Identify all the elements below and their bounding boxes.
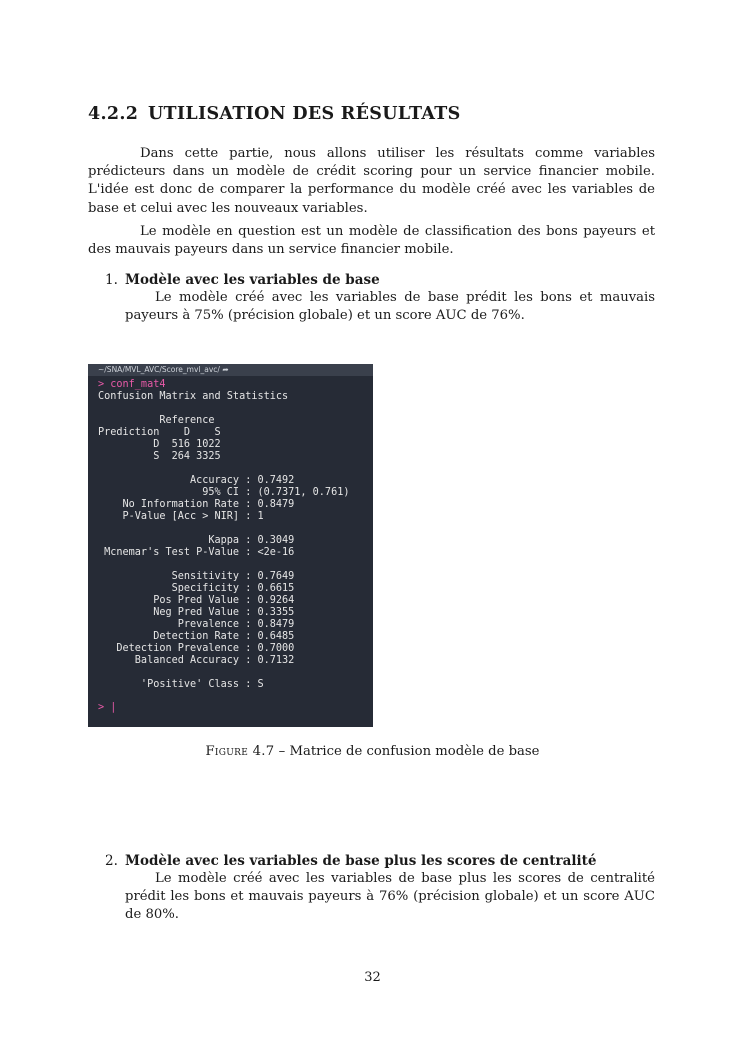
console-line: 95% CI : (0.7371, 0.761) [98, 487, 350, 498]
section-number: 4.2.2 [88, 104, 139, 124]
paragraph-model-text: Le modèle en question est un modèle de classification des bons payeurs et des mauvais payeurs dans un service financier mobile. [88, 224, 655, 258]
console-path-bar [88, 364, 373, 376]
console-output [88, 376, 373, 691]
list-item-2-number: 2. [105, 853, 118, 869]
console-line: No Information Rate : 0.8479 [98, 499, 295, 510]
console-line: Prediction D S [98, 427, 221, 438]
figure-caption [0, 744, 745, 759]
paragraph-intro [88, 145, 655, 218]
console-line: Detection Prevalence : 0.7000 [98, 643, 295, 654]
page-number: 32 [364, 970, 381, 985]
console-line: Confusion Matrix and Statistics [98, 391, 289, 402]
list-item-2-title [105, 853, 655, 869]
list-item-1-body-text: Le modèle créé avec les variables de base prédit les bons et mauvais payeurs à 75% (précision globale) et un score AUC de 76%. [125, 290, 655, 324]
list-item-1 [105, 272, 655, 325]
list-item-2-body-text: Le modèle créé avec les variables de base plus les scores de centralité prédit les bons et mauvais payeurs à 76% (précision globale) et un score AUC de 80%. [125, 871, 655, 923]
list-item-2-heading: Modèle avec les variables de base plus les scores de centralité [125, 853, 597, 869]
console-line: Mcnemar's Test P-Value : <2e-16 [98, 547, 295, 558]
console-line [98, 523, 373, 535]
console-path: ~/SNA/MVL_AVC/Score_mvl_avc/ [98, 365, 220, 374]
console-line [98, 403, 373, 415]
console-line: S 264 3325 [98, 451, 221, 462]
console-line: Prevalence : 0.8479 [98, 619, 295, 630]
figure-label: Figure 4.7 [205, 744, 275, 759]
list-item-2-body [125, 870, 655, 925]
list-item-1-body [125, 289, 655, 325]
list-item-1-heading: Modèle avec les variables de base [125, 272, 380, 288]
console-line: Reference [98, 415, 215, 426]
console-line [98, 667, 373, 679]
r-console-screenshot [88, 364, 373, 727]
list-item-2 [105, 853, 655, 925]
console-line: 'Positive' Class : S [98, 679, 264, 690]
paragraph-intro-text: Dans cette partie, nous allons utiliser les résultats comme variables prédicteurs dans un modèle de crédit scoring pour un service financier mobile. L'idée est donc de comparer la performance du modèle créé avec les variables de base et celui avec les nouveaux variables. [88, 146, 655, 216]
console-line [98, 559, 373, 571]
figure-caption-text: – Matrice de confusion modèle de base [274, 744, 540, 759]
forward-arrow-icon: ➦ [222, 365, 229, 374]
list-item-1-title [105, 272, 655, 288]
console-line: Specificity : 0.6615 [98, 583, 295, 594]
console-line: D 516 1022 [98, 439, 221, 450]
console-line: P-Value [Acc > NIR] : 1 [98, 511, 264, 522]
section-title: UTILISATION DES RÉSULTATS [148, 104, 461, 124]
console-line: Accuracy : 0.7492 [98, 475, 295, 486]
section-heading [88, 104, 461, 124]
console-command: > conf_mat4 [98, 379, 166, 390]
console-line: Pos Pred Value : 0.9264 [98, 595, 295, 606]
console-line: Kappa : 0.3049 [98, 535, 295, 546]
console-line: Neg Pred Value : 0.3355 [98, 607, 295, 618]
console-line: Sensitivity : 0.7649 [98, 571, 295, 582]
paragraph-model [88, 223, 655, 259]
console-line [98, 463, 373, 475]
list-item-1-number: 1. [105, 272, 118, 288]
console-prompt[interactable]: > | [98, 702, 117, 713]
console-line: Detection Rate : 0.6485 [98, 631, 295, 642]
console-line: Balanced Accuracy : 0.7132 [98, 655, 295, 666]
